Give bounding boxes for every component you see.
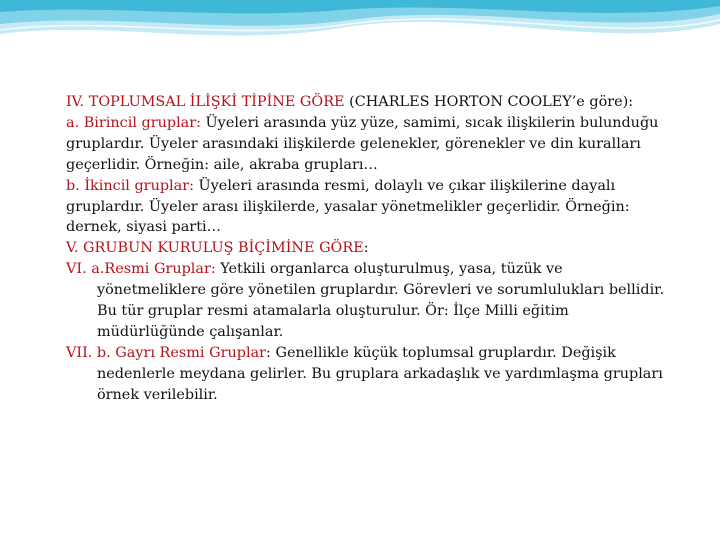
section-v-number: V. xyxy=(66,240,84,257)
section-iv-title: TOPLUMSAL İLİŞKİ TİPİNE GÖRE xyxy=(88,94,345,110)
gayri-resmi-gruplar-label: b. Gayrı Resmi Gruplar xyxy=(96,344,267,361)
section-vii-paragraph xyxy=(66,343,666,406)
section-v-paragraph xyxy=(66,238,666,259)
section-vi-paragraph xyxy=(66,259,666,343)
ikincil-gruplar-paragraph xyxy=(66,176,666,239)
resmi-gruplar-text: Yetkili organlarca oluşturulmuş, yasa, tüzük ve yönetmeliklere göre yönetilen gruplardır. Görevleri ve sorumlulukları bellidir. Bu tür gruplar resmi atamalarla oluşturulur. Ör: İlçe Milli eğitim müdürlüğünde çalışanlar. xyxy=(97,261,665,340)
ikincil-gruplar-label: b. İkincil gruplar: xyxy=(66,177,194,194)
ikincil-gruplar-text: Üyeleri arasında resmi, dolaylı ve çıkar ilişkilerine dayalı gruplardır. Üyeler arası ilişkilerde, yasalar yönetmelikler geçerlidir. Örneğin: dernek, siyasi parti… xyxy=(66,177,630,236)
gayri-resmi-gruplar-text: : Genellikle küçük toplumsal gruplardır. Değişik nedenlerle meydana gelirler. Bu gruplara arkadaşlık ve yardımlaşma grupları örnek verilebilir. xyxy=(97,344,663,403)
section-vi-number: VI. xyxy=(66,261,92,278)
section-iv-rest: (CHARLES HORTON COOLEY’e göre): xyxy=(344,94,634,110)
slide-text-body xyxy=(66,92,666,406)
section-iv-paragraph xyxy=(66,92,666,113)
birincil-gruplar-text: Üyeleri arasında yüz yüze, samimi, sıcak ilişkilerin bulunduğu gruplardır. Üyeler arasındaki ilişkilerde gelenekler, görenekler ve din kuralları geçerlidir. Örneğin: aile, akraba grupları… xyxy=(66,114,659,173)
decorative-wave-banner xyxy=(0,0,720,60)
section-v-colon: : xyxy=(363,240,369,257)
section-v-title: GRUBUN KURULUŞ BİÇİMİNE GÖRE xyxy=(83,240,364,257)
section-iv-number: IV. xyxy=(66,94,89,110)
birincil-gruplar-label: a. Birincil gruplar: xyxy=(66,114,201,131)
section-vii-number: VII. xyxy=(66,344,97,361)
resmi-gruplar-label: a.Resmi Gruplar: xyxy=(91,261,216,278)
birincil-gruplar-paragraph xyxy=(66,113,666,176)
